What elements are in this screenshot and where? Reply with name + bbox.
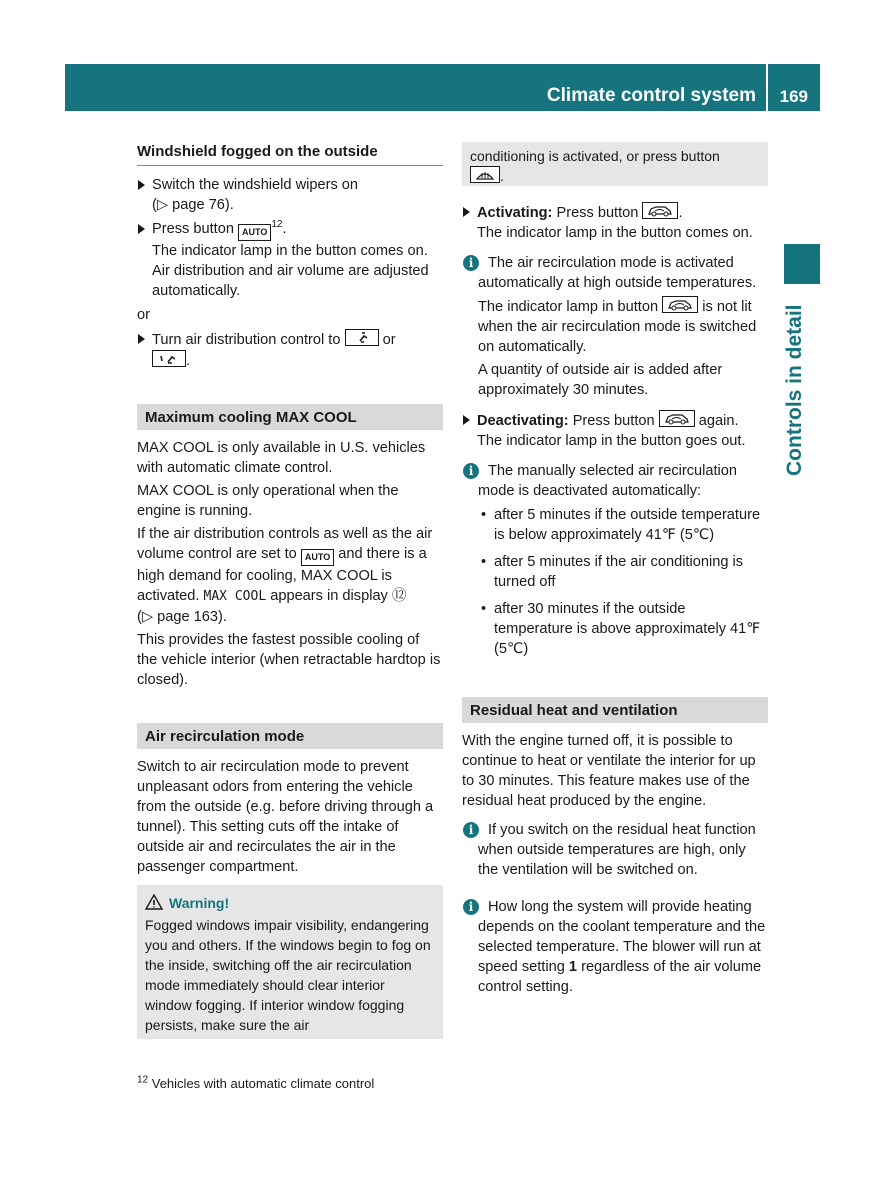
text-span: The indicator lamp in button (478, 299, 659, 315)
punctuation: . (282, 221, 287, 237)
warning-heading (145, 893, 435, 913)
list-item-text: after 5 minutes if the outside temperature is below approximately 41℉ (5℃) (494, 507, 761, 543)
text-span: again. (698, 413, 739, 429)
section-heading-residual-heat: Residual heat and ventilation (462, 697, 768, 723)
list-item (462, 599, 768, 659)
deactivation-conditions-list (462, 505, 768, 659)
recirculation-button-icon (659, 410, 695, 427)
auto-button: AUTO (301, 549, 334, 566)
info-icon: i (463, 255, 479, 271)
punctuation: . (186, 353, 191, 369)
info-text: The air recirculation mode is activated automatically at high outside temperatures. (478, 255, 757, 291)
page-reference: (▷ page 76). (152, 197, 234, 213)
warning-continuation (462, 142, 768, 186)
recirculation-button-icon (662, 296, 698, 313)
warning-title: Warning! (169, 895, 230, 911)
page-title: Climate control system (546, 85, 756, 106)
list-item (462, 552, 768, 592)
section-heading-air-recirculation: Air recirculation mode (137, 723, 443, 749)
page-number: 169 (779, 87, 808, 106)
step-wipers (137, 175, 443, 215)
warning-text: Fogged windows impair visibility, endangering you and others. If the windows begin to fog on the inside, switching off the air recirculation mode immediately should clear interior window fogging. If interior window fogging persists, make sure the air (145, 917, 431, 1033)
windshield-footwell-icon (345, 329, 379, 346)
section-heading-windshield: Windshield fogged on the outside (137, 140, 443, 166)
info-icon: i (463, 899, 479, 915)
display-text: MAX COOL (203, 589, 267, 604)
step-label: Deactivating: (477, 413, 569, 429)
warning-triangle-icon (145, 894, 163, 910)
step-text: Press button (152, 221, 234, 237)
step-arrow-icon (138, 180, 145, 190)
step-label: Activating: (477, 205, 553, 221)
bullet-dot: • (481, 601, 487, 617)
header-bar (65, 64, 820, 111)
list-item-text: after 5 minutes if the air conditioning is turned off (494, 554, 744, 590)
or-text: or (137, 307, 150, 323)
defrost-max-icon (470, 166, 500, 183)
step-arrow-icon (463, 207, 470, 217)
footnote (137, 1074, 374, 1094)
text-span: appears in display ⑫ (270, 588, 407, 604)
text-span: is not lit when the air recirculation mode is switched on automatically. (478, 299, 757, 355)
paragraph: This provides the fastest possible cooling of the vehicle interior (when retractable hardtop is closed). (137, 632, 441, 688)
info-note-auto-recirculation (462, 253, 768, 400)
text-span: How long the system will provide heating depends on the coolant temperature and the selected temperature. The blower will run at speed setting (478, 899, 766, 975)
list-item-text: after 30 minutes if the outside temperature is above approximately 41℉ (5℃) (494, 601, 761, 657)
paragraph: MAX COOL is only available in U.S. vehicles with automatic climate control. (137, 440, 426, 476)
bullet-dot: • (481, 554, 487, 570)
bullet-dot: • (481, 507, 487, 523)
list-item (462, 505, 768, 545)
info-text: If you switch on the residual heat function when outside temperatures are high, only the ventilation will be switched on. (478, 822, 756, 878)
info-text (478, 296, 768, 357)
paragraph (137, 524, 443, 627)
warning-box (137, 885, 443, 1039)
info-note-deactivation (462, 461, 768, 501)
info-icon: i (463, 463, 479, 479)
step-description: The indicator lamp in the button goes out. (477, 433, 746, 449)
step-text: Press button (572, 413, 655, 429)
step-arrow-icon (138, 224, 145, 234)
step-description: The indicator lamp in the button comes on. Air distribution and air volume are adjusted automatically. (152, 243, 429, 299)
info-text: The manually selected air recirculation mode is deactivated automatically: (478, 463, 738, 499)
paragraph: Switch to air recirculation mode to prevent unpleasant odors from entering the vehicle from the outside (e.g. before driving through a tunnel). This setting cuts off the intake of outside air and recirculates the air in the passenger compartment. (137, 759, 434, 875)
info-note-high-temperature (462, 820, 768, 880)
side-tab-label: Controls in detail (783, 304, 806, 476)
punctuation: . (500, 168, 504, 184)
paragraph: With the engine turned off, it is possible to continue to heat or ventilate the interior for up to 30 minutes. This feature makes use of the residual heat produced by the engine. (462, 733, 756, 809)
info-icon: i (463, 822, 479, 838)
step-text: Turn air distribution control to (152, 332, 341, 348)
info-text (478, 897, 768, 997)
section-heading-max-cool: Maximum cooling MAX COOL (137, 404, 443, 430)
left-column (137, 140, 443, 1039)
recirculation-button-icon (642, 202, 678, 219)
step-auto-button (137, 219, 443, 301)
step-arrow-icon (138, 334, 145, 344)
info-note-heating-duration (462, 897, 768, 997)
step-air-distribution (137, 329, 443, 371)
speed-setting: 1 (568, 959, 578, 975)
footwell-icon (152, 350, 186, 367)
auto-button: AUTO (238, 224, 271, 241)
text-span: and there is a high demand for cooling, MAX COOL is activated. (137, 546, 427, 604)
step-activating (462, 202, 768, 243)
step-arrow-icon (463, 415, 470, 425)
or-text-inline: or (382, 332, 396, 348)
header-separator (766, 64, 768, 111)
text-span: regardless of the air volume control setting. (478, 959, 762, 995)
step-text: Switch the windshield wipers on (152, 177, 359, 193)
step-description: The indicator lamp in the button comes on. (477, 225, 753, 241)
continuation-text: conditioning is activated, or press button (470, 148, 720, 164)
punctuation: . (678, 205, 683, 221)
footnote-number: 12 (137, 1074, 149, 1086)
footnote-text: Vehicles with automatic climate control (151, 1076, 375, 1091)
page-reference: (▷ page 163). (137, 609, 227, 625)
footnote-ref: 12 (271, 219, 283, 231)
right-column (462, 142, 768, 1007)
step-text: Press button (556, 205, 639, 221)
paragraph: MAX COOL is only operational when the engine is running. (137, 483, 399, 519)
step-deactivating (462, 410, 768, 451)
text-span: If the air distribution controls as well as the air volume control are set to (137, 526, 433, 562)
info-text: A quantity of outside air is added after approximately 30 minutes. (478, 362, 723, 398)
